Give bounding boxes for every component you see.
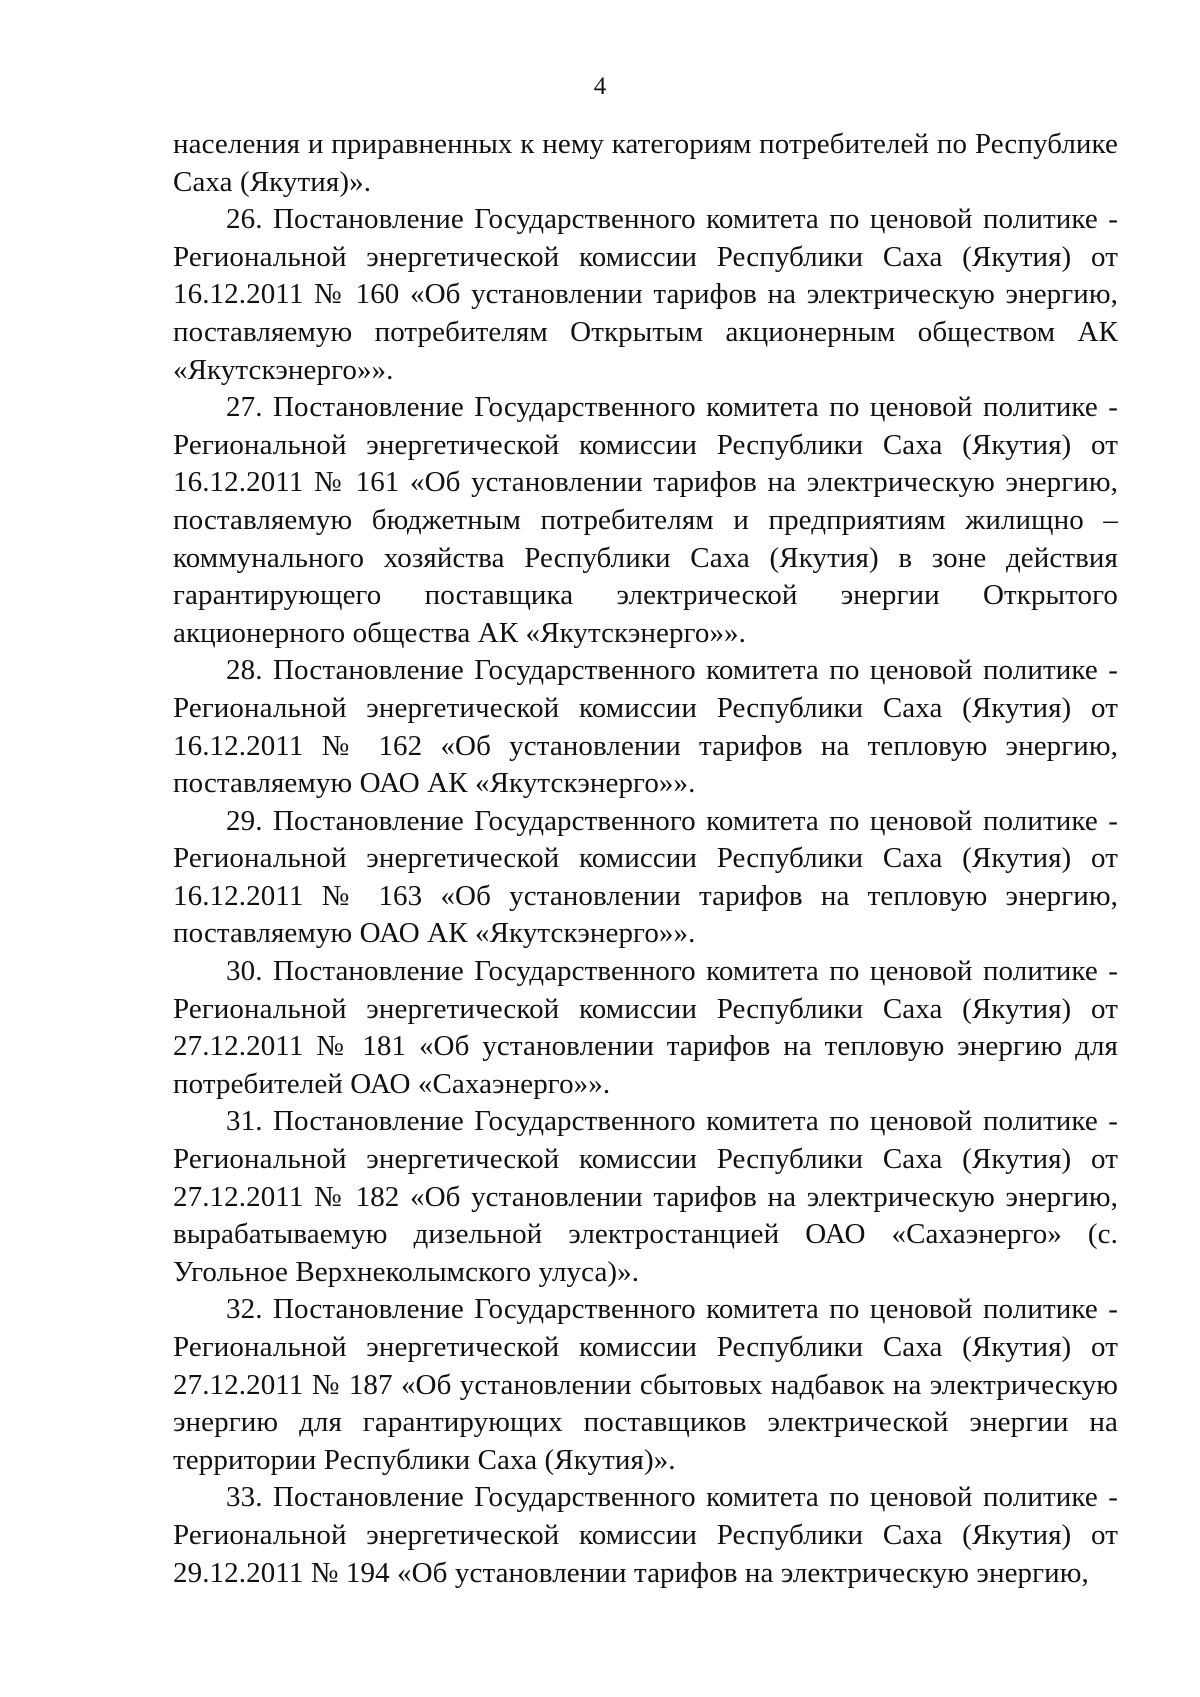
paragraph-item-30: 30. Постановление Государственного комитета по ценовой политике - Региональной энергетической комиссии Республики Саха (Якутия) от 27.12.2011 № 181 «Об установлении тарифов на тепловую энергию для потребителей ОАО «Сахаэнерго»». bbox=[173, 955, 1118, 1100]
paragraph-item-33: 33. Постановление Государственного комитета по ценовой политике - Региональной энергетической комиссии Республики Саха (Якутия) от 29.12.2011 № 194 «Об установлении тарифов на электрическую энергию, bbox=[173, 1481, 1118, 1589]
paragraph-item-28: 28. Постановление Государственного комитета по ценовой политике - Региональной энергетической комиссии Республики Саха (Якутия) от 16.12.2011 № 162 «Об установлении тарифов на тепловую энергию, поставляемую ОАО АК «Якутскэнерго»». bbox=[173, 654, 1118, 800]
paragraph-item-29: 29. Постановление Государственного комитета по ценовой политике - Региональной энергетической комиссии Республики Саха (Якутия) от 16.12.2011 № 163 «Об установлении тарифов на тепловую энергию, поставляемую ОАО АК «Якутскэнерго»». bbox=[173, 804, 1118, 950]
document-body bbox=[173, 126, 1118, 1592]
paragraph-item-32: 32. Постановление Государственного комитета по ценовой политике - Региональной энергетической комиссии Республики Саха (Якутия) от 27.12.2011 № 187 «Об установлении сбытовых надбавок на электрическую энергию для гарантирующих поставщиков электрической энергии на территории Республики Саха (Якутия)». bbox=[173, 1293, 1118, 1476]
paragraph-item-27: 27. Постановление Государственного комитета по ценовой политике - Региональной энергетической комиссии Республики Саха (Якутия) от 16.12.2011 № 161 «Об установлении тарифов на электрическую энергию, поставляемую бюджетным потребителям и предприятиям жилищно – коммунального хозяйства Республики Саха (Якутия) в зоне действия гарантирующего поставщика электрической энергии Открытого акционерного общества АК «Якутскэнерго»». bbox=[173, 391, 1118, 649]
paragraph-continuation: населения и приравненных к нему категориям потребителей по Республике Саха (Якутия)». bbox=[173, 128, 1118, 198]
paragraph-item-31: 31. Постановление Государственного комитета по ценовой политике - Региональной энергетической комиссии Республики Саха (Якутия) от 27.12.2011 № 182 «Об установлении тарифов на электрическую энергию, вырабатываемую дизельной электростанцией ОАО «Сахаэнерго» (с. Угольное Верхнеколымского улуса)». bbox=[173, 1105, 1118, 1288]
page-number: 4 bbox=[593, 73, 607, 100]
paragraph-item-26: 26. Постановление Государственного комитета по ценовой политике - Региональной энергетической комиссии Республики Саха (Якутия) от 16.12.2011 № 160 «Об установлении тарифов на электрическую энергию, поставляемую потребителям Открытым акционерным обществом АК «Якутскэнерго»». bbox=[173, 203, 1118, 386]
